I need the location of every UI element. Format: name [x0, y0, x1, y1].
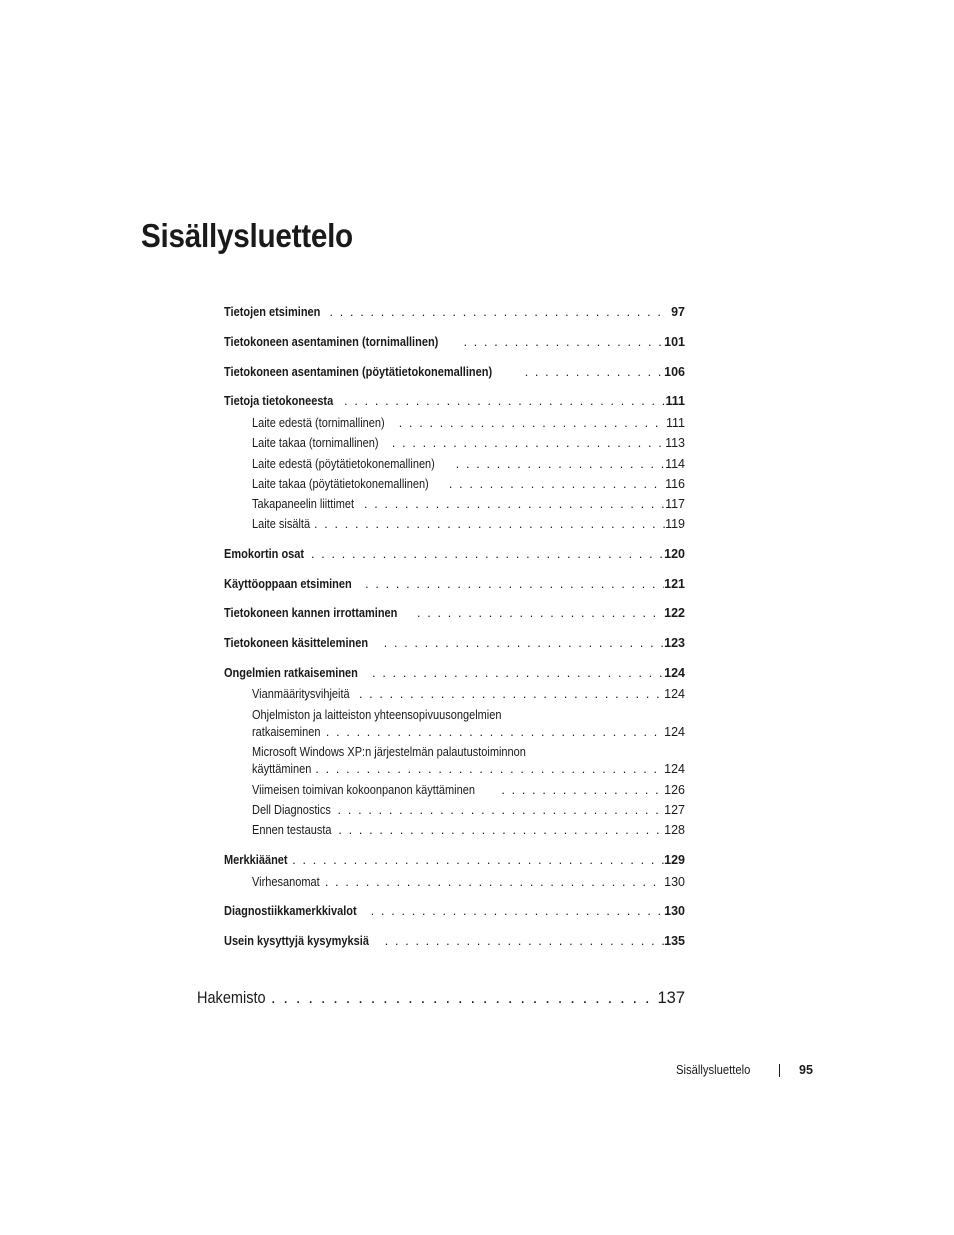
toc-entry-title: Vianmääritysvihjeitä [252, 687, 350, 701]
toc-entry[interactable] [224, 364, 685, 380]
toc-subentry[interactable] [252, 782, 685, 798]
toc-entry-page: 111 [665, 416, 685, 430]
toc-entry[interactable] [224, 605, 685, 621]
toc-entry-title: Dell Diagnostics [252, 803, 331, 817]
dot-leader [417, 605, 664, 621]
toc-subentry[interactable] [252, 724, 685, 740]
dot-leader [392, 435, 665, 451]
page-title: Sisällysluettelo [141, 217, 353, 254]
toc-entry[interactable] [224, 903, 685, 919]
toc-entry-title: Tietokoneen asentaminen (tornimallinen) [224, 335, 439, 349]
toc-entry-title: Käyttöoppaan etsiminen [224, 577, 352, 591]
toc-entry[interactable] [224, 576, 685, 592]
toc-entry-title: Tietojen etsiminen [224, 305, 321, 319]
dot-leader [311, 546, 664, 562]
toc-entry-title: Emokortin osat [224, 547, 305, 561]
dot-leader [449, 476, 665, 492]
dot-leader [525, 364, 664, 380]
dot-leader [330, 304, 665, 320]
toc-entry-page: 130 [664, 875, 685, 889]
toc-subentry[interactable] [252, 802, 685, 818]
toc-subentry[interactable] [252, 874, 685, 890]
toc-entry-title: Tietokoneen kannen irrottaminen [224, 606, 398, 620]
toc-entry-title: Tietokoneen käsitteleminen [224, 636, 369, 650]
toc-entry-title: Laite edestä (tornimallinen) [252, 416, 385, 430]
toc-entry-page: 120 [664, 547, 685, 561]
dot-leader [359, 686, 664, 702]
toc-entry-page: 124 [664, 687, 685, 701]
toc-entry-page: 119 [665, 517, 685, 531]
dot-leader [501, 782, 664, 798]
toc-subentry[interactable] [252, 516, 685, 532]
dot-leader [338, 822, 664, 838]
toc-subentry[interactable] [252, 822, 685, 838]
toc-entry[interactable] [224, 393, 685, 409]
toc-entry-page: 114 [665, 457, 685, 471]
toc-entry-page: 113 [665, 436, 685, 450]
toc-entry-page: 124 [664, 666, 685, 680]
dot-leader [456, 456, 665, 472]
toc-entry-page: 130 [664, 904, 685, 918]
toc-entry-title: Virhesanomat [252, 875, 320, 889]
footer-section-label: Sisällysluettelo [676, 1063, 751, 1077]
dot-leader [464, 334, 665, 350]
dot-leader [314, 516, 665, 532]
footer-page-number: 95 [799, 1063, 813, 1077]
toc-entry-title: Laite edestä (pöytätietokonemallinen) [252, 457, 435, 471]
toc-entry[interactable] [224, 933, 685, 949]
toc-entry[interactable] [224, 635, 685, 651]
toc-entry-title: Takapaneelin liittimet [252, 497, 355, 511]
toc-entry-title: ratkaiseminen [252, 725, 321, 739]
toc-entry-index[interactable] [197, 987, 685, 1009]
toc-entry-page: 121 [664, 577, 685, 591]
toc-entry-page: 117 [665, 497, 685, 511]
toc-entry-page: 126 [664, 783, 685, 797]
dot-leader [325, 874, 664, 890]
footer-separator [779, 1064, 780, 1077]
dot-leader [385, 933, 664, 949]
toc-entry[interactable] [224, 304, 685, 320]
toc-entry-page: 123 [664, 636, 685, 650]
dot-leader [399, 415, 665, 431]
toc-subentry[interactable] [252, 435, 685, 451]
toc-entry-page: 124 [664, 762, 685, 776]
toc-entry-title: Viimeisen toimivan kokoonpanon käyttäminen [252, 783, 475, 797]
toc-entry-title: Merkkiäänet [224, 853, 288, 867]
toc-entry-title: Usein kysyttyjä kysymyksiä [224, 934, 369, 948]
dot-leader [338, 802, 665, 818]
toc-entry-title: Ongelmien ratkaiseminen [224, 666, 358, 680]
toc-entry[interactable] [224, 546, 685, 562]
toc-entry-title: Tietokoneen asentaminen (pöytätietokonemallinen) [224, 365, 493, 379]
toc-entry-page: 124 [664, 725, 685, 739]
toc-entry-title: Tietoja tietokoneesta [224, 394, 334, 408]
toc-subentry-title-line1: Ohjelmiston ja laitteiston yhteensopivuusongelmien [252, 708, 502, 722]
dot-leader [315, 761, 664, 777]
toc-entry-title: Laite takaa (tornimallinen) [252, 436, 379, 450]
toc-entry-title: Diagnostiikkamerkkivalot [224, 904, 357, 918]
dot-leader [326, 724, 664, 740]
toc-entry-page: 106 [664, 365, 685, 379]
toc-entry-page: 122 [664, 606, 685, 620]
toc-subentry[interactable] [252, 686, 685, 702]
dot-leader [271, 987, 658, 1009]
toc-entry-page: 127 [664, 803, 685, 817]
toc-subentry[interactable] [252, 476, 685, 492]
toc-entry-page: 111 [665, 394, 685, 408]
dot-leader [344, 393, 665, 409]
toc-entry-page: 128 [664, 823, 685, 837]
dot-leader [365, 576, 664, 592]
dot-leader [371, 903, 664, 919]
toc-entry-page: 97 [671, 305, 685, 319]
toc-subentry-title-line1: Microsoft Windows XP:n järjestelmän palautustoiminnon [252, 745, 526, 759]
toc-entry-title: Laite takaa (pöytätietokonemallinen) [252, 477, 429, 491]
toc-entry[interactable] [224, 334, 685, 350]
toc-entry-page: 129 [664, 853, 685, 867]
dot-leader [372, 665, 664, 681]
toc-entry[interactable] [224, 852, 685, 868]
toc-entry-title: Laite sisältä [252, 517, 311, 531]
toc-subentry[interactable] [252, 761, 685, 777]
toc-subentry[interactable] [252, 456, 685, 472]
toc-subentry[interactable] [252, 496, 685, 512]
toc-entry-title: Hakemisto [197, 989, 266, 1007]
toc-entry-page: 135 [664, 934, 685, 948]
toc-entry-title: käyttäminen [252, 762, 312, 776]
toc-entry-page: 116 [665, 477, 685, 491]
toc-subentry[interactable] [252, 415, 685, 431]
dot-leader [384, 635, 664, 651]
toc-entry-title: Ennen testausta [252, 823, 332, 837]
toc-entry[interactable] [224, 665, 685, 681]
dot-leader [364, 496, 665, 512]
dot-leader [292, 852, 664, 868]
toc-entry-page: 137 [657, 989, 685, 1007]
toc-entry-page: 101 [664, 335, 685, 349]
